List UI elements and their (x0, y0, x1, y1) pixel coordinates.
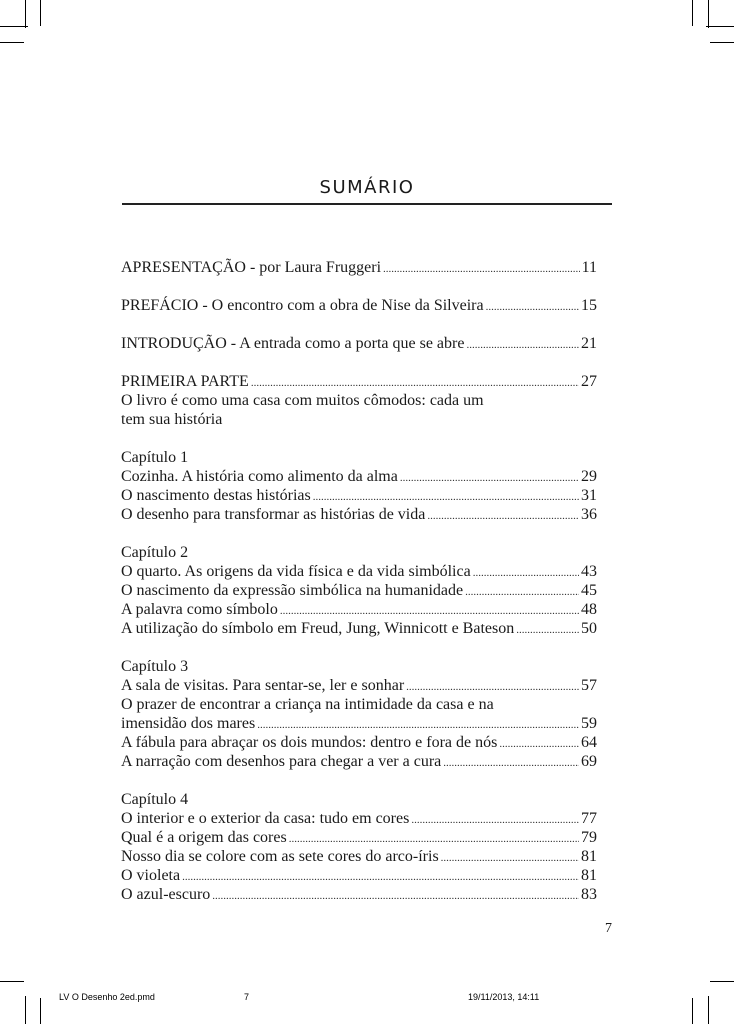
toc-entry-title: A fábula para abraçar os dois mundos: dentro e fora de nós (121, 734, 498, 751)
toc-entry-title: PRIMEIRA PARTE (121, 373, 249, 390)
toc-entry-title: APRESENTAÇÃO - por Laura Fruggeri (121, 259, 382, 276)
toc-dot-leader (466, 336, 579, 355)
toc-entry-page: 43 (581, 563, 597, 580)
toc-chapter-heading: Capítulo 1 (121, 449, 189, 466)
toc-entry (121, 372, 597, 391)
toc-entry-page: 77 (581, 810, 597, 827)
toc-dot-leader (516, 621, 579, 640)
toc-spacer (121, 315, 597, 334)
toc-spacer (121, 353, 597, 372)
toc-entry (121, 581, 597, 600)
toc-entry (121, 828, 597, 847)
toc-entry-page: 81 (581, 867, 597, 884)
toc-entry-page: 27 (581, 373, 597, 390)
toc-entry (121, 619, 597, 638)
toc-entry-page: 50 (581, 620, 597, 637)
toc-entry (121, 847, 597, 866)
toc-spacer (121, 638, 597, 657)
toc-entry-title: INTRODUÇÃO - A entrada como a porta que se abre (121, 335, 465, 352)
toc-dot-leader (441, 849, 579, 868)
toc-dot-leader (182, 868, 579, 887)
toc-text-line: tem sua história (121, 411, 223, 428)
toc-entry (121, 467, 597, 486)
toc-entry-title: A utilização do símbolo em Freud, Jung, Winnicott e Bateson (121, 620, 515, 637)
toc-text-line: O prazer de encontrar a criança na intimidade da casa e na (121, 696, 494, 713)
toc-entry-title: imensidão dos mares (121, 715, 256, 732)
toc-dot-leader (212, 887, 579, 906)
toc-entry-title: Qual é a origem das cores (121, 829, 287, 846)
toc-entry-title: O interior e o exterior da casa: tudo em cores (121, 810, 410, 827)
toc-entry-page: 21 (581, 335, 597, 352)
toc-entry-title: O nascimento destas histórias (121, 487, 311, 504)
toc-entry-title: Cozinha. A história como alimento da alma (121, 468, 398, 485)
toc-dot-leader (499, 735, 579, 754)
slug-page: 7 (244, 992, 250, 1002)
toc-entry-title: O quarto. As origens da vida física e da vida simbólica (121, 563, 471, 580)
page-number: 7 (605, 921, 612, 936)
toc-entry-title: O nascimento da expressão simbólica na humanidade (121, 582, 464, 599)
toc-dot-leader (473, 564, 579, 583)
toc-entry (121, 562, 597, 581)
toc-chapter-heading: Capítulo 4 (121, 791, 189, 808)
toc-entry-page: 57 (581, 677, 597, 694)
toc-entry-title: O azul-escuro (121, 886, 211, 903)
toc-entry-title: A narração com desenhos para chegar a ver a cura (121, 753, 442, 770)
toc-dot-leader (443, 754, 579, 773)
toc-entry (121, 600, 597, 619)
toc-spacer (121, 277, 597, 296)
slug-timestamp: 19/11/2013, 14:11 (468, 992, 540, 1002)
page-title: SUMÁRIO (319, 177, 415, 198)
toc-spacer (121, 524, 597, 543)
toc-entry (121, 334, 597, 353)
toc-entry (121, 676, 597, 695)
toc-entry-title: PREFÁCIO - O encontro com a obra de Nise da Silveira (121, 297, 484, 314)
toc-entry-page: 11 (581, 259, 597, 276)
toc-entry (121, 486, 597, 505)
toc-entry-page: 79 (581, 829, 597, 846)
toc-entry (121, 714, 597, 733)
toc-entry-page: 31 (581, 487, 597, 504)
toc-dot-leader (465, 583, 579, 602)
toc-dot-leader (427, 507, 579, 526)
toc-entry (121, 866, 597, 885)
toc-text-line: O livro é como uma casa com muitos cômodos: cada um (121, 392, 484, 409)
toc-entry-page: 29 (581, 468, 597, 485)
toc-spacer (121, 429, 597, 448)
toc-chapter-heading: Capítulo 3 (121, 658, 189, 675)
toc-dot-leader (486, 298, 579, 317)
toc-entry-page: 81 (581, 848, 597, 865)
toc-entry (121, 752, 597, 771)
toc-entry-page: 36 (581, 506, 597, 523)
toc-entry-page: 69 (581, 753, 597, 770)
toc-entry-page: 15 (581, 297, 597, 314)
toc-entry (121, 505, 597, 524)
toc-entry-page: 59 (581, 715, 597, 732)
toc-entry-page: 48 (581, 601, 597, 618)
toc-dot-leader (400, 469, 579, 488)
toc-spacer (121, 771, 597, 790)
toc-dot-leader (383, 260, 580, 279)
toc-entry-title: A sala de visitas. Para sentar-se, ler e sonhar (121, 677, 405, 694)
toc-chapter-heading: Capítulo 2 (121, 544, 189, 561)
toc-entry-page: 83 (581, 886, 597, 903)
toc-entry-title: O desenho para transformar as histórias de vida (121, 506, 426, 523)
toc-entry-title: A palavra como símbolo (121, 601, 278, 618)
toc-entry (121, 885, 597, 904)
toc-entry (121, 296, 597, 315)
table-of-contents (121, 258, 597, 904)
title-rule (122, 203, 612, 205)
toc-entry-title: Nosso dia se colore com as sete cores do arco-íris (121, 848, 439, 865)
toc-entry-page: 64 (581, 734, 597, 751)
toc-entry-title: O violeta (121, 867, 181, 884)
slug-filename: LV O Desenho 2ed.pmd (59, 992, 155, 1002)
toc-entry-page: 45 (581, 582, 597, 599)
toc-entry (121, 809, 597, 828)
toc-entry (121, 733, 597, 752)
toc-entry (121, 258, 597, 277)
toc-dot-leader (411, 811, 579, 830)
